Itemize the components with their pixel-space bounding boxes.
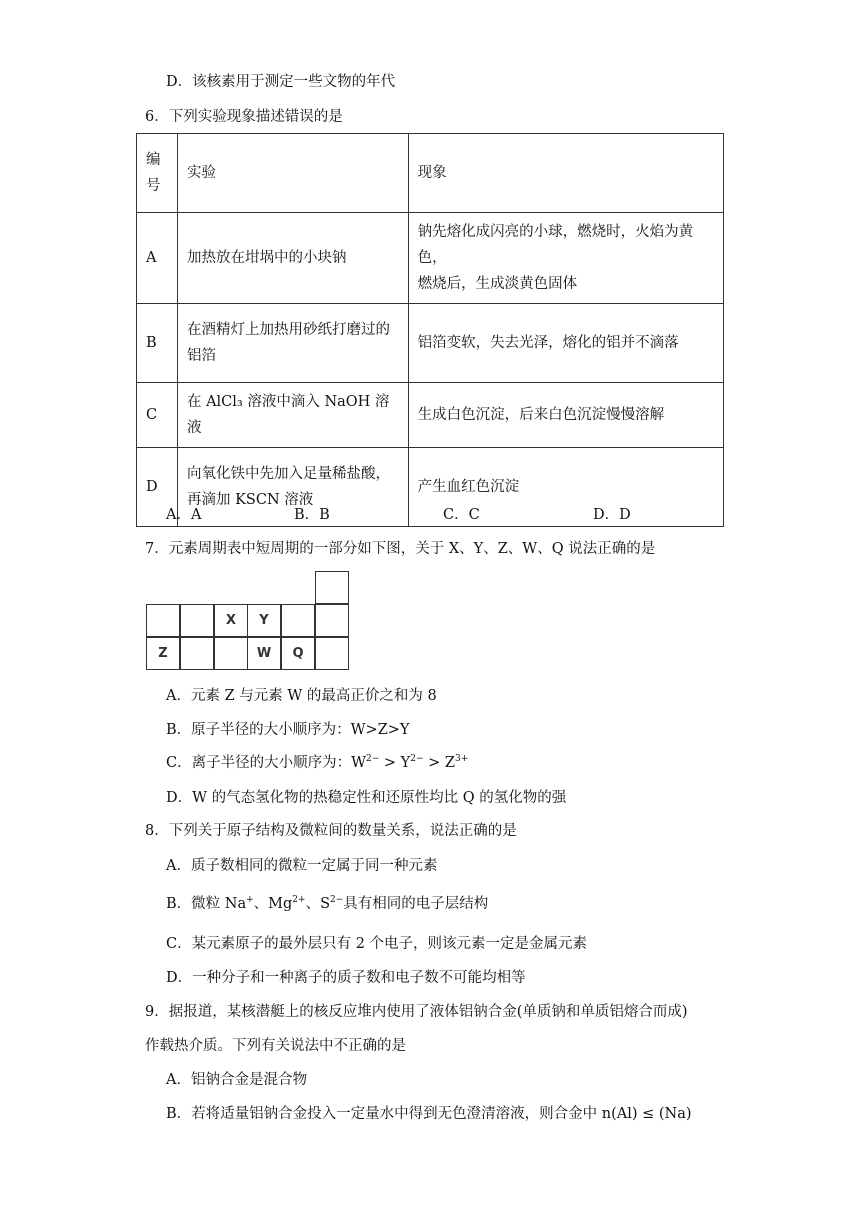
header-id: 编 号 — [137, 134, 178, 213]
q9-stem-line1: 9．据报道，某核潜艇上的核反应堆内使用了液体铝钠合金(单质钠和单质铝熔合而成) — [145, 1004, 688, 1020]
q9-option-b: B．若将适量铝钠合金投入一定量水中得到无色澄清溶液，则合金中 n(Al) ≤ (Na) — [166, 1106, 692, 1122]
pt-cell — [315, 604, 349, 637]
choice-a: A．A — [166, 507, 202, 523]
q8-option-b: B．微粒 Na+、$Mg^{2+}$、$S^{2-}$具有相同的电子层结构 — [166, 895, 489, 912]
q7-stem: 7．元素周期表中短周期的一部分如下图，关于 X、Y、Z、W、Q 说法正确的是 — [145, 541, 656, 557]
q9-option-a: A．铝钠合金是混合物 — [166, 1072, 307, 1088]
choice-b: B．B — [294, 507, 330, 523]
pt-cell — [146, 604, 180, 637]
pt-cell-w: W — [247, 637, 281, 670]
q6-experiment-table — [136, 133, 724, 527]
pt-cell — [315, 637, 349, 670]
row-experiment: 向氧化铁中先加入足量稀盐酸， 再滴加 KSCN 溶液 — [177, 448, 408, 527]
q7-option-a: A．元素 Z 与元素 W 的最高正价之和为 8 — [166, 688, 437, 704]
row-phenomenon: 产生血红色沉淀 — [408, 448, 723, 527]
pt-cell-x: X — [214, 604, 248, 637]
table-row — [137, 304, 724, 383]
header-phenomenon: 现象 — [408, 134, 723, 213]
row-id: C — [137, 383, 178, 448]
q8-option-a: A．质子数相同的微粒一定属于同一种元素 — [166, 858, 438, 874]
q8-stem: 8．下列关于原子结构及微粒间的数量关系，说法正确的是 — [145, 823, 517, 839]
q6-choices — [166, 505, 726, 525]
q7-option-b: B．原子半径的大小顺序为：W>Z>Y — [166, 722, 410, 738]
table-row — [137, 213, 724, 304]
choice-c: C．C — [443, 507, 480, 523]
q6-stem: 6．下列实验现象描述错误的是 — [145, 109, 343, 125]
pt-cell — [180, 604, 214, 637]
row-experiment: 在酒精灯上加热用砂纸打磨过的 铝箔 — [177, 304, 408, 383]
q7-option-d: D．W 的气态氢化物的热稳定性和还原性均比 Q 的氢化物的强 — [166, 790, 567, 806]
row-id: A — [137, 213, 178, 304]
row-phenomenon: 钠先熔化成闪亮的小球，燃烧时，火焰为黄色， 燃烧后，生成淡黄色固体 — [408, 213, 723, 304]
choice-d: D．D — [593, 507, 631, 523]
pt-cell — [281, 604, 315, 637]
table-header-row — [137, 134, 724, 213]
row-phenomenon: 生成白色沉淀，后来白色沉淀慢慢溶解 — [408, 383, 723, 448]
pt-cell — [315, 571, 349, 604]
header-experiment: 实验 — [177, 134, 408, 213]
row-experiment: 在 AlCl₃ 溶液中滴入 NaOH 溶液 — [177, 383, 408, 448]
pt-cell-y: Y — [247, 604, 281, 637]
pt-cell — [214, 637, 248, 670]
row-phenomenon: 铝箔变软，失去光泽，熔化的铝并不滴落 — [408, 304, 723, 383]
row-id: B — [137, 304, 178, 383]
q8-option-d: D．一种分子和一种离子的质子数和电子数不可能均相等 — [166, 970, 526, 986]
pt-cell-q: Q — [281, 637, 315, 670]
row-experiment: 加热放在坩埚中的小块钠 — [177, 213, 408, 304]
table-row — [137, 383, 724, 448]
pt-cell-z: Z — [146, 637, 180, 670]
q8-option-c: C．某元素原子的最外层只有 2 个电子，则该元素一定是金属元素 — [166, 936, 588, 952]
pt-cell — [180, 637, 214, 670]
q5-option-d: D．该核素用于测定一些文物的年代 — [166, 74, 396, 90]
row-id: D — [137, 448, 178, 527]
q7-option-c: C．离子半径的大小顺序为：$W^{2-} > Y^{2-} > Z^{3+}$ — [166, 754, 469, 771]
q9-stem-line2: 作载热介质。下列有关说法中不正确的是 — [145, 1038, 406, 1054]
